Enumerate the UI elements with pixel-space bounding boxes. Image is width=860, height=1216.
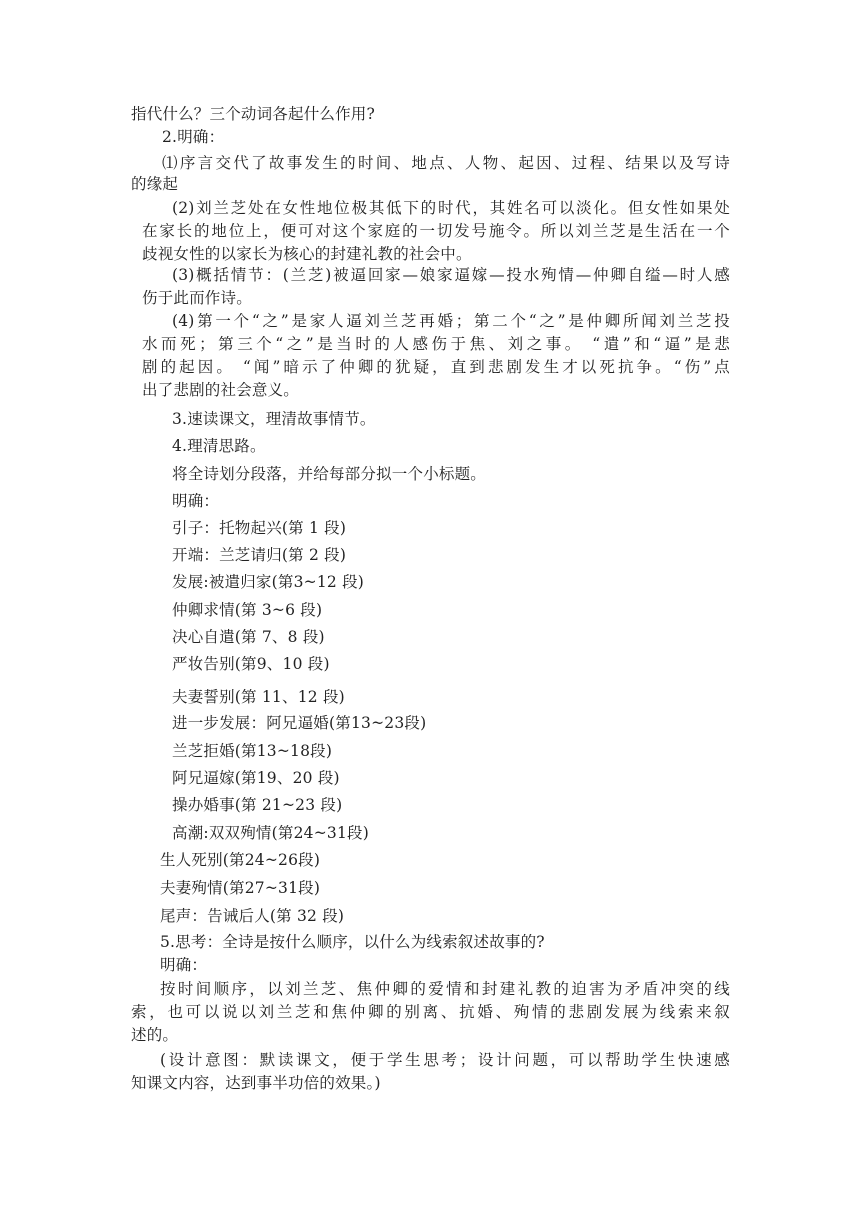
text-line: 歧视女性的以家长为核心的封建礼教的社会中。 [142,245,472,263]
outline-item: 尾声：告诫后人(第 32 段) [160,907,345,925]
design-intent-note: (设计意图：默读课文，便于学生思考；设计问题，可以帮助学生快速感 [160,1051,730,1069]
section-heading: 5.思考：全诗是按什么顺序，以什么为线索叙述故事的? [160,933,545,951]
outline-item: 阿兄逼嫁(第19、20 段) [172,769,340,787]
outline-item: 夫妻誓别(第 11、12 段) [172,688,345,706]
text-line: 索，也可以说以刘兰芝和焦仲卿的别离、抗婚、殉情的悲剧发展为线索来叙 [131,1003,730,1021]
design-intent-note: 知课文内容，达到事半功倍的效果。) [131,1074,381,1092]
outline-item: 高潮:双双殉情(第24~31段) [172,824,369,842]
text-line: 伤于此而作诗。 [142,289,252,307]
text-line: 将全诗划分段落，并给每部分拟一个小标题。 [172,465,487,483]
text-line: 按时间顺序，以刘兰芝、焦仲卿的爱情和封建礼教的迫害为矛盾冲突的线 [160,980,730,998]
section-heading: 2.明确： [162,128,225,146]
outline-item: 开端：兰芝请归(第 2 段) [172,546,347,564]
text-line: (2)刘兰芝处在女性地位极其低下的时代，其姓名可以淡化。但女性如果处 [172,199,730,217]
outline-item: 发展:被遣归家(第3~12 段) [172,573,365,591]
outline-item: 决心自遣(第 7、8 段) [172,628,325,646]
outline-item: 兰芝拒婚(第13~18段) [172,742,333,760]
outline-item: 仲卿求情(第 3~6 段) [172,601,323,619]
text-line: 剧的起因。 “闻”暗示了仲卿的犹疑，直到悲剧发生才以死抗争。“伤”点 [142,358,730,376]
section-heading: 3.速读课文，理清故事情节。 [172,410,376,428]
text-line: ⑴序言交代了故事发生的时间、地点、人物、起因、过程、结果以及写诗 [162,154,730,172]
outline-item: 引子：托物起兴(第 1 段) [172,519,347,537]
text-line: 明确： [172,492,220,510]
text-line: 出了悲剧的社会意义。 [142,381,300,399]
text-line: (3)概括情节：(兰芝)被逼回家—娘家逼嫁—投水殉情—仲卿自缢—时人感 [172,266,730,284]
section-heading: 4.理清思路。 [172,437,266,455]
text-line: 的缘起 [131,175,179,193]
text-line: (4)第一个“之”是家人逼刘兰芝再婚；第二个“之”是仲卿所闻刘兰芝投 [172,312,730,330]
text-line: 指代什么？三个动词各起什么作用? [131,105,376,123]
outline-item: 进一步发展：阿兄逼婚(第13~23段) [172,714,427,732]
outline-item: 严妆告别(第9、10 段) [172,655,330,673]
outline-item: 操办婚事(第 21~23 段) [172,796,343,814]
text-line: 在家长的地位上，便可对这个家庭的一切发号施令。所以刘兰芝是生活在一个 [142,222,730,240]
outline-item: 生人死别(第24~26段) [160,851,321,869]
text-line: 水而死；第三个“之”是当时的人感伤于焦、刘之事。 “遣”和“逼”是悲 [142,335,730,353]
outline-item: 夫妻殉情(第27~31段) [160,879,321,897]
text-line: 述的。 [131,1026,179,1044]
text-line: 明确： [160,956,208,974]
